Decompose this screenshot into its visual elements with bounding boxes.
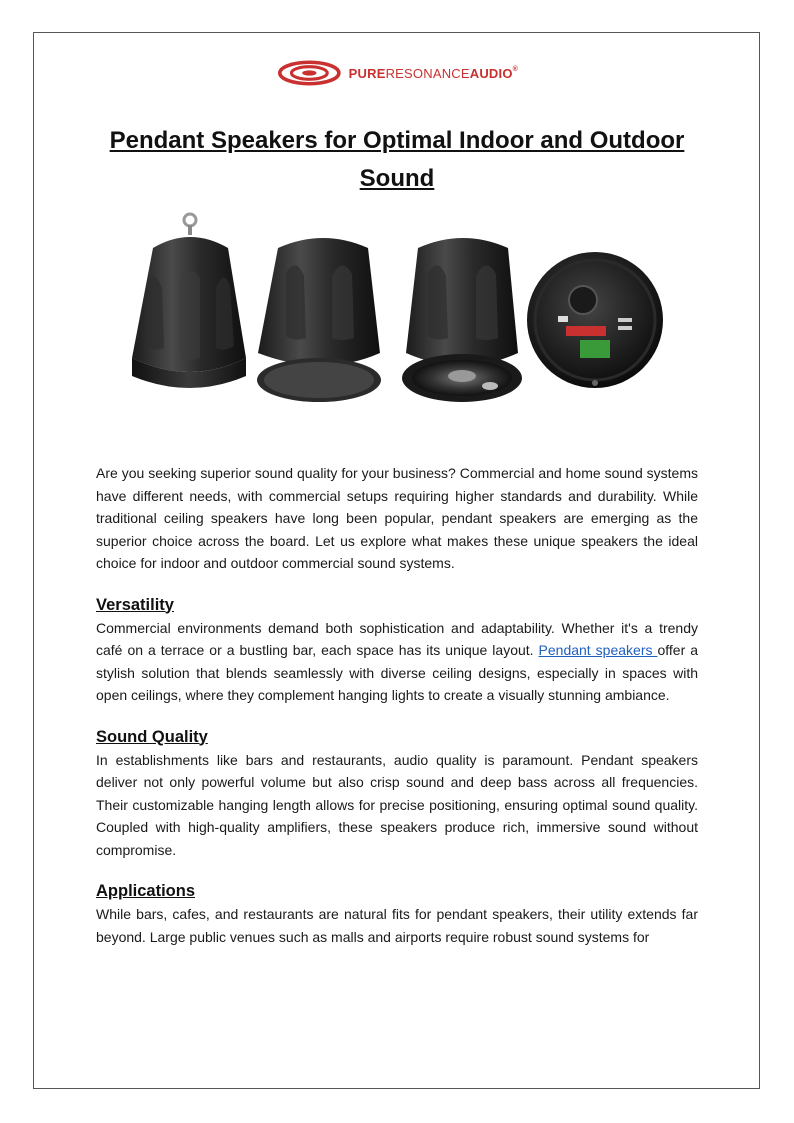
resonance-logo-icon — [278, 59, 341, 87]
section-heading-applications: Applications — [96, 882, 196, 900]
brand-logo — [278, 58, 518, 88]
pendant-speakers-photo — [118, 208, 678, 428]
page-title: Pendant Speakers for Optimal Indoor and Outdoor Sound — [109, 127, 685, 192]
speaker-exposed-driver — [402, 238, 522, 402]
sound-quality-paragraph: In establishments like bars and restaurants, audio quality is paramount. Pendant speakers deliver not only powerful volume but also crisp sound and deep bass across all frequencies. Their customizable hanging length allows for precise positioning, ensuring optimal sound quality. Coupled with high-quality amplifiers, these speakers produce rich, immersive sound without compromise. — [96, 751, 698, 858]
brand-wordmark: PURERESONANCEAUDIO® — [348, 65, 518, 81]
section-heading-sound-quality: Sound Quality — [96, 727, 208, 746]
versatility-paragraph: Commercial environments demand both sophistication and adaptability. Whether it's a trendy café on a terrace or a bustling bar, each space has its unique layout. Pendant speakers offer a stylish solution that blends seamlessly with diverse ceiling designs, especially in spaces with open ceilings, where they complement hanging lights to create a visually stunning ambiance. — [96, 619, 698, 703]
applications-paragraph: While bars, cafes, and restaurants are natural fits for pendant speakers, their utility extends far beyond. Large public venues such as malls and airports require robust sound systems for — [96, 906, 698, 945]
article-body — [96, 462, 698, 948]
speaker-rear-panel — [527, 252, 663, 388]
speaker-front-grille — [257, 238, 381, 402]
intro-paragraph: Are you seeking superior sound quality for your business? Commercial and home sound systems have different needs, with commercial setups requiring higher standards and durability. While traditional ceiling speakers have long been popular, pendant speakers are emerging as the superior choice across the board. Let us explore what makes these unique speakers the ideal choice for indoor and outdoor commercial sound systems. — [96, 465, 698, 571]
speaker-with-eyebolt — [132, 214, 246, 388]
section-heading-versatility: Versatility — [96, 595, 174, 614]
pendant-speakers-link[interactable]: Pendant speakers — [538, 642, 658, 658]
